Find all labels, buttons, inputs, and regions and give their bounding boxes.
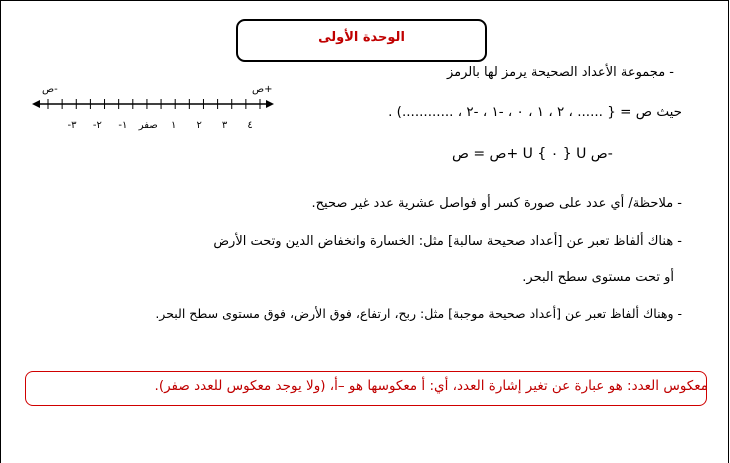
right-arrow-icon [266,100,274,108]
number-line-tick-labels [68,120,253,131]
negative-words-line-1: - هناك ألفاظ تعبر عن [أعداد صحيحة سالبة] مثل: الخسارة وانخفاض الدين وتحت الأرض [213,234,682,249]
unit-title: الوحدة الأولى [318,30,405,45]
union-formula-line: ص = ص+ U { ٠ } U ص- [452,146,613,162]
number-line-tick-label: ٢ [196,120,202,131]
number-line-tick-label: ٤ [247,120,253,131]
number-line-right-label: ص+ [252,84,273,95]
number-line-tick-label: صفر [138,120,158,131]
number-line [0,0,280,140]
left-arrow-icon [32,100,40,108]
number-line-tick-label: -٢ [92,120,102,131]
note-line: - ملاحظة/ أي عدد على صورة كسر أو فواصل عشرية عدد غير صحيح. [311,196,682,211]
number-line-tick-label: ٣ [221,120,228,131]
set-intro-line: - مجموعة الأعداد الصحيحة يرمز لها بالرمز [446,65,674,80]
number-line-tick-label: -٣ [67,120,77,131]
set-definition-line: حيث ص = { ...... ، ٢ ، ١ ، ٠ ، -١ ، -٢ ، ............) . [388,104,682,120]
number-line-tick-label: ١ [171,120,177,131]
number-line-tick-label: -١ [118,120,128,131]
positive-words-line: - وهناك ألفاظ تعبر عن [أعداد صحيحة موجبة] مثل: ربح، ارتفاع، فوق الأرض، فوق مستوى سطح البحر. [155,306,682,321]
opposite-definition-text: معكوس العدد: هو عبارة عن تغير إشارة العدد، أي: أ معكوسها هو –أ، (ولا يوجد معكوس للعدد صفر). [154,378,708,394]
number-line-left-label: ص- [42,84,58,95]
negative-words-line-2: أو تحت مستوى سطح البحر. [522,270,674,285]
